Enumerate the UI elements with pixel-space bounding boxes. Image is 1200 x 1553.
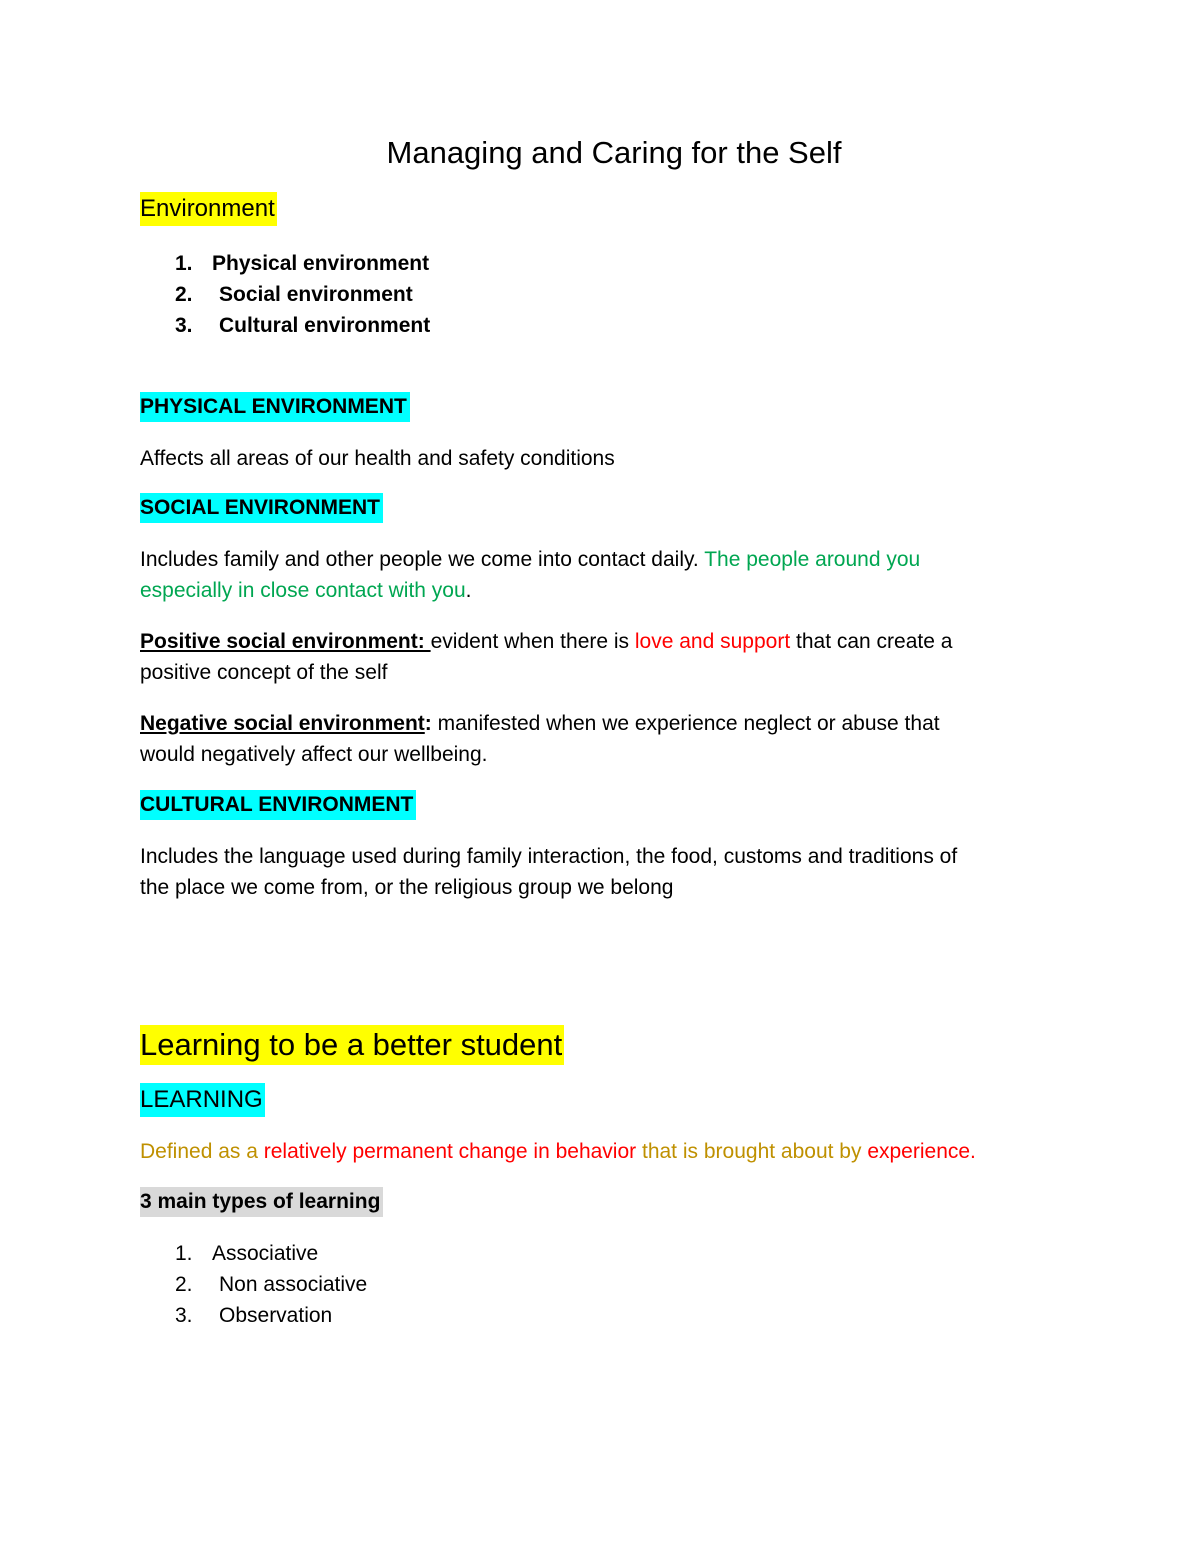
list-number: 1. bbox=[175, 252, 193, 275]
definition-highlight: relatively permanent change in behavior bbox=[263, 1140, 637, 1163]
social-body-highlight: especially in close contact with you bbox=[140, 579, 466, 602]
positive-social-text-end: that can create a bbox=[790, 630, 953, 653]
definition-text: Defined as a bbox=[140, 1140, 264, 1163]
list-number: 3. bbox=[175, 314, 193, 337]
document-title: Managing and Caring for the Self bbox=[386, 135, 842, 170]
positive-social-text: evident when there is bbox=[430, 630, 635, 653]
learning-section-heading: Learning to be a better student bbox=[140, 1025, 564, 1065]
definition-text: that is brought about by bbox=[636, 1140, 868, 1163]
social-body-line2 bbox=[140, 575, 472, 606]
positive-social-highlight: love and support bbox=[634, 630, 791, 653]
definition-highlight: experience. bbox=[867, 1140, 976, 1163]
physical-body: Affects all areas of our health and safety conditions bbox=[140, 447, 615, 470]
list-number: 2. bbox=[175, 283, 193, 306]
cultural-body-line2: the place we come from, or the religious group we belong bbox=[140, 876, 674, 899]
social-heading: SOCIAL ENVIRONMENT bbox=[140, 493, 383, 523]
list-number: 1. bbox=[175, 1242, 193, 1265]
negative-social-line1 bbox=[140, 708, 940, 739]
negative-social-line2: would negatively affect our wellbeing. bbox=[140, 743, 488, 766]
negative-social-colon: : bbox=[424, 712, 432, 735]
list-text: Associative bbox=[212, 1242, 319, 1265]
social-body-period: . bbox=[465, 579, 472, 602]
negative-social-text: manifested when we experience neglect or abuse that bbox=[431, 712, 940, 735]
social-body-text: Includes family and other people we come into contact daily. bbox=[140, 548, 705, 571]
learning-definition bbox=[140, 1136, 976, 1167]
cultural-body-line1: Includes the language used during family interaction, the food, customs and traditions of bbox=[140, 845, 958, 868]
positive-social-label: Positive social environment: bbox=[140, 630, 431, 653]
physical-heading: PHYSICAL ENVIRONMENT bbox=[140, 392, 410, 422]
list-text: Non associative bbox=[219, 1273, 368, 1296]
positive-social-line1 bbox=[140, 626, 952, 657]
list-number: 3. bbox=[175, 1304, 193, 1327]
types-heading: 3 main types of learning bbox=[140, 1187, 383, 1217]
social-body-highlight: The people around you bbox=[704, 548, 921, 571]
positive-social-line2: positive concept of the self bbox=[140, 661, 388, 684]
social-body-line1 bbox=[140, 544, 920, 575]
negative-social-label: Negative social environment bbox=[140, 712, 425, 735]
list-text: Physical environment bbox=[212, 252, 430, 275]
list-text: Cultural environment bbox=[219, 314, 431, 337]
list-number: 2. bbox=[175, 1273, 193, 1296]
environment-heading: Environment bbox=[140, 192, 277, 226]
list-text: Social environment bbox=[219, 283, 413, 306]
list-text: Observation bbox=[219, 1304, 333, 1327]
cultural-heading: CULTURAL ENVIRONMENT bbox=[140, 790, 416, 820]
learning-subheading: LEARNING bbox=[140, 1083, 265, 1117]
